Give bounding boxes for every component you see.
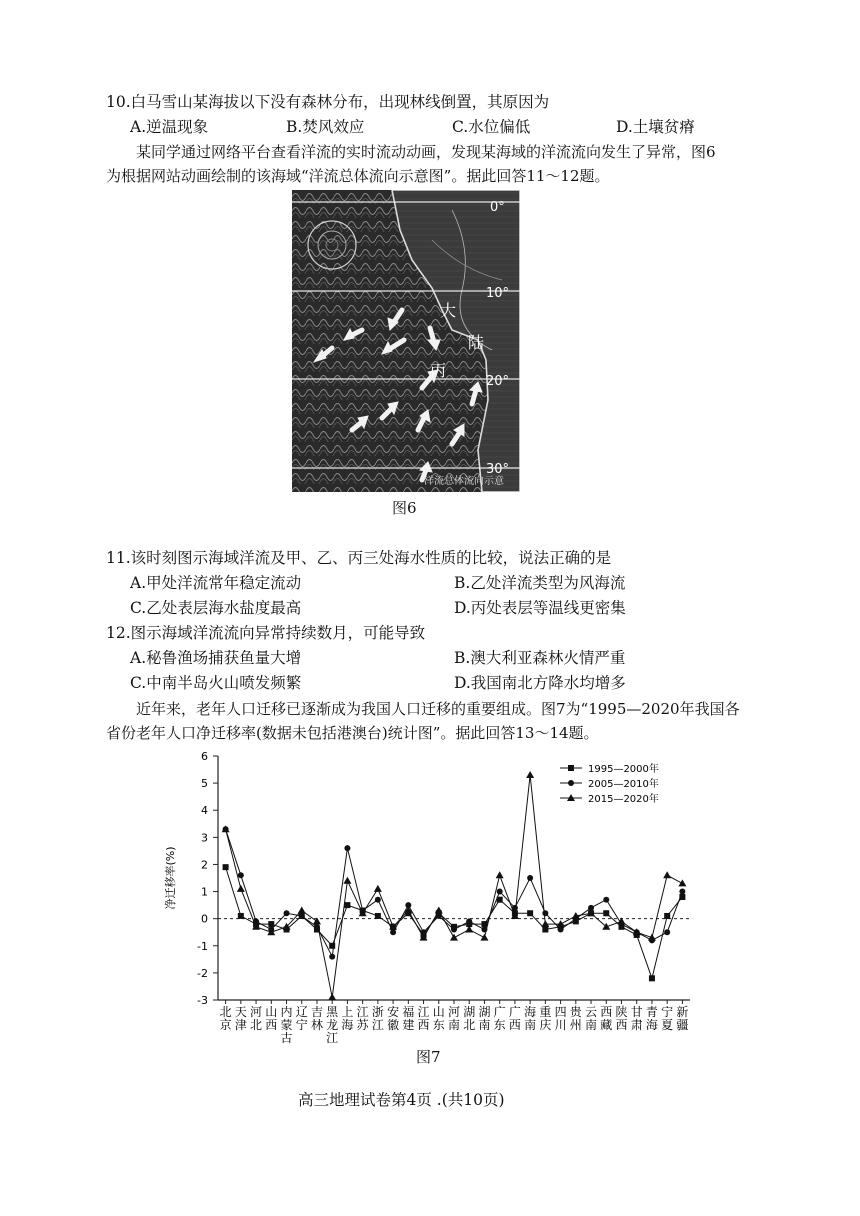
data-point bbox=[617, 917, 625, 924]
y-tick-label: 3 bbox=[201, 831, 208, 845]
data-point bbox=[299, 913, 305, 919]
y-tick-label: 0 bbox=[201, 912, 208, 926]
data-point bbox=[603, 910, 609, 916]
y-tick-label: 6 bbox=[201, 750, 208, 763]
data-point bbox=[451, 927, 457, 933]
x-tick-label: 福建 bbox=[402, 1005, 415, 1032]
data-point bbox=[542, 927, 548, 933]
data-point bbox=[542, 910, 548, 916]
x-tick-label: 北京 bbox=[219, 1005, 232, 1032]
data-point bbox=[568, 765, 574, 771]
x-tick-label: 河南 bbox=[447, 1005, 461, 1032]
label-bing: 丙 bbox=[430, 361, 447, 380]
data-point bbox=[568, 780, 574, 786]
label-continent-1: 大 bbox=[440, 301, 457, 320]
intro1-line2: 为根据网站动画绘制的该海域“洋流总体流向示意图”。据此回答11～12题。 bbox=[106, 167, 610, 185]
page-footer: 高三地理试卷第4页 .(共10页) bbox=[298, 1091, 505, 1109]
y-tick-label: -1 bbox=[197, 939, 208, 953]
series-line bbox=[226, 775, 683, 997]
legend-label: 2015—2020年 bbox=[588, 794, 659, 805]
x-tick-label: 江西 bbox=[417, 1005, 430, 1032]
q11-option-d: D.丙处表层等温线更密集 bbox=[454, 599, 626, 617]
data-point bbox=[603, 897, 609, 903]
x-tick-label: 湖北 bbox=[463, 1005, 476, 1032]
data-point bbox=[375, 913, 381, 919]
y-tick-label: 1 bbox=[201, 885, 208, 899]
data-point bbox=[268, 921, 274, 927]
x-tick-label: 上海 bbox=[341, 1005, 354, 1032]
x-tick-label: 吉林 bbox=[310, 1005, 323, 1032]
y-tick-label: -2 bbox=[197, 966, 208, 980]
q12-option-a: A.秘鲁渔场捕获鱼量大增 bbox=[130, 649, 302, 667]
q12-option-b: B.澳大利亚森林火情严重 bbox=[454, 649, 626, 667]
figure6-caption: 图6 bbox=[392, 499, 417, 517]
data-point bbox=[375, 897, 381, 903]
legend-label: 1995—2000年 bbox=[588, 764, 659, 775]
x-tick-label: 安徽 bbox=[387, 1005, 400, 1032]
data-point bbox=[679, 889, 685, 895]
data-point bbox=[480, 934, 488, 941]
lat-label-10: 10° bbox=[486, 286, 510, 301]
q10-stem: 10.白马雪山某海拔以下没有森林分布，出现林线倒置，其原因为 bbox=[106, 93, 550, 111]
map-svg bbox=[292, 190, 520, 492]
data-point bbox=[664, 913, 670, 919]
intro1-line1: 某同学通过网络平台查看洋流的实时流动动画，发现某海域的洋流流向发生了异常，图6 bbox=[136, 143, 716, 161]
data-point bbox=[238, 872, 244, 878]
x-tick-label: 湖南 bbox=[478, 1005, 491, 1032]
q12-stem: 12.图示海域洋流流向异常持续数月，可能导致 bbox=[106, 624, 426, 642]
data-point bbox=[223, 864, 229, 870]
q10-option-d: D.土壤贫瘠 bbox=[616, 118, 695, 136]
q10-option-c: C.水位偏低 bbox=[452, 118, 531, 136]
q11-option-a: A.甲处洋流常年稳定流动 bbox=[130, 574, 302, 592]
lat-label-0: 0° bbox=[490, 200, 505, 215]
q11-option-c: C.乙处表层海水盐度最高 bbox=[130, 599, 302, 617]
x-tick-label: 山东 bbox=[432, 1005, 445, 1032]
data-point bbox=[497, 889, 503, 895]
x-tick-label: 重庆 bbox=[539, 1005, 552, 1032]
x-tick-label: 内蒙古 bbox=[280, 1005, 293, 1045]
x-tick-label: 云南 bbox=[585, 1005, 598, 1032]
data-point bbox=[541, 920, 549, 927]
data-point bbox=[328, 993, 336, 1000]
y-tick-label: 2 bbox=[201, 858, 208, 872]
q11-stem: 11.该时刻图示海域洋流及甲、乙、丙三处海水性质的比较，说法正确的是 bbox=[106, 549, 612, 567]
y-tick-label: 5 bbox=[201, 777, 208, 791]
ocean-current-map bbox=[292, 190, 520, 492]
data-point bbox=[344, 845, 350, 851]
intro2-line2: 省份老年人口净迁移率(数据未包括港澳台)统计图”。据此回答13～14题。 bbox=[106, 724, 599, 742]
x-tick-label: 西藏 bbox=[600, 1005, 613, 1032]
figure7-caption: 图7 bbox=[416, 1048, 441, 1066]
x-tick-label: 辽宁 bbox=[295, 1005, 308, 1032]
data-point bbox=[238, 913, 244, 919]
migration-rate-chart bbox=[160, 748, 700, 1068]
data-point bbox=[663, 871, 671, 878]
x-tick-label: 新疆 bbox=[676, 1005, 689, 1032]
data-point bbox=[344, 902, 350, 908]
data-point bbox=[557, 920, 565, 927]
x-tick-label: 陕西 bbox=[615, 1005, 628, 1032]
legend-label: 2005—2010年 bbox=[588, 779, 659, 790]
chart-svg bbox=[160, 748, 700, 1068]
y-tick-label: 4 bbox=[201, 804, 208, 818]
y-tick-label: -3 bbox=[197, 994, 208, 1007]
data-point bbox=[237, 885, 245, 892]
data-point bbox=[649, 975, 655, 981]
lat-label-20: 20° bbox=[486, 374, 510, 389]
x-tick-label: 浙江 bbox=[371, 1005, 384, 1032]
data-point bbox=[466, 918, 472, 924]
x-tick-label: 甘肃 bbox=[630, 1005, 643, 1032]
series-line bbox=[226, 867, 683, 978]
x-tick-label: 广东 bbox=[493, 1005, 506, 1032]
data-point bbox=[314, 924, 320, 930]
data-point bbox=[664, 929, 670, 935]
x-tick-label: 江苏 bbox=[356, 1005, 369, 1032]
x-tick-label: 广西 bbox=[508, 1005, 521, 1032]
q12-option-d: D.我国南北方降水均增多 bbox=[454, 674, 626, 692]
x-tick-label: 山西 bbox=[265, 1005, 278, 1032]
data-point bbox=[496, 871, 504, 878]
data-point bbox=[374, 885, 382, 892]
data-point bbox=[526, 771, 534, 778]
label-continent-2: 陆 bbox=[468, 333, 485, 352]
data-point bbox=[527, 910, 533, 916]
q10-option-b: B.焚风效应 bbox=[286, 118, 365, 136]
data-point bbox=[450, 934, 458, 941]
y-axis-label: 净迁移率(%) bbox=[164, 846, 177, 910]
intro2-line1: 近年来，老年人口迁移已逐渐成为我国人口迁移的重要组成。图7为“1995—2020年我国各 bbox=[136, 700, 740, 718]
data-point bbox=[329, 954, 335, 960]
data-point bbox=[558, 927, 564, 933]
data-point bbox=[678, 879, 686, 886]
q11-option-b: B.乙处洋流类型为风海流 bbox=[454, 574, 626, 592]
data-point bbox=[390, 929, 396, 935]
map-legend-text: 洋流总体流向示意 bbox=[424, 476, 504, 487]
lat-label-30: 30° bbox=[486, 462, 510, 477]
q12-option-c: C.中南半岛火山喷发频繁 bbox=[130, 674, 302, 692]
x-tick-label: 青海 bbox=[645, 1005, 658, 1032]
data-point bbox=[343, 877, 351, 884]
data-point bbox=[435, 907, 443, 914]
x-tick-label: 宁夏 bbox=[661, 1005, 674, 1032]
x-tick-label: 天津 bbox=[234, 1005, 247, 1032]
x-tick-label: 河北 bbox=[250, 1005, 263, 1032]
x-tick-label: 黑龙江 bbox=[326, 1005, 339, 1045]
data-point bbox=[298, 907, 306, 914]
q10-option-a: A.逆温现象 bbox=[130, 118, 209, 136]
data-point bbox=[527, 875, 533, 881]
x-tick-label: 海南 bbox=[524, 1005, 537, 1032]
data-point bbox=[284, 910, 290, 916]
x-tick-label: 四川 bbox=[554, 1005, 567, 1032]
x-tick-label: 贵州 bbox=[569, 1005, 582, 1032]
